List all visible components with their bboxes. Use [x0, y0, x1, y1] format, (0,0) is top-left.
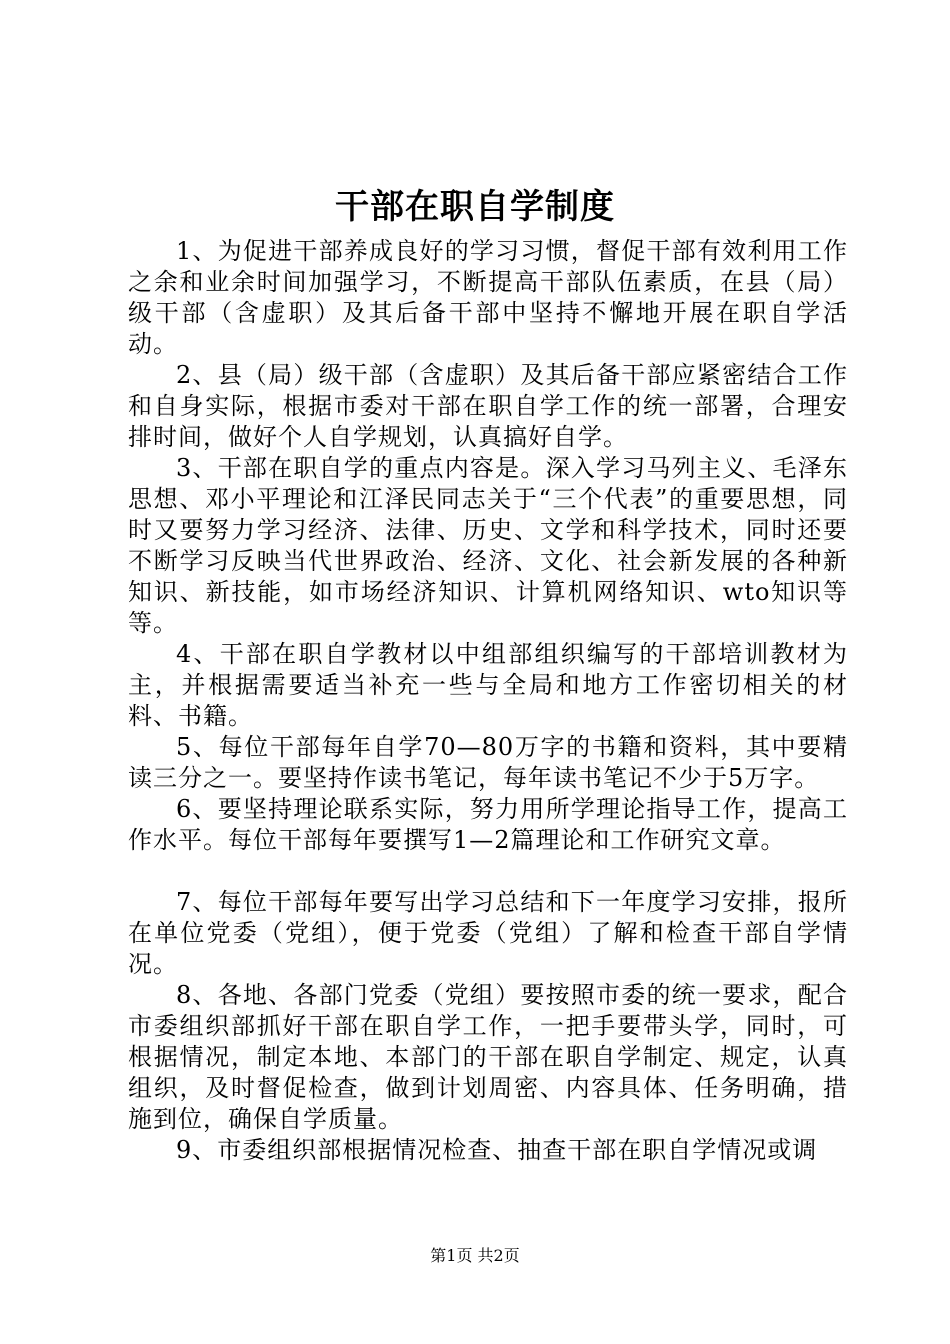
paragraph-9: 9、市委组织部根据情况检查、抽查干部在职自学情况或调 [176, 1136, 818, 1164]
document-title: 干部在职自学制度 [335, 187, 615, 227]
paragraph-6: 6、要坚持理论联系实际，努力用所学理论指导工作，提高工作水平。每位干部每年要撰写1—2篇理论和工作研究文章。 [128, 795, 848, 854]
document-body [128, 236, 848, 1166]
paragraph-7: 7、每位干部每年要写出学习总结和下一年度学习安排，报所在单位党委（党组），便于党委（党组）了解和检查干部自学情况。 [128, 888, 848, 978]
page-footer: 第1页 共2页 [430, 1246, 520, 1265]
paragraph-1: 1、为促进干部养成良好的学习习惯，督促干部有效利用工作之余和业余时间加强学习，不断提高干部队伍素质，在县（局）级干部（含虚职）及其后备干部中坚持不懈地开展在职自学活动。 [128, 237, 848, 358]
paragraph-4: 4、干部在职自学教材以中组部组织编写的干部培训教材为主，并根据需要适当补充一些与全局和地方工作密切相关的材料、书籍。 [128, 640, 848, 730]
paragraph-5: 5、每位干部每年自学70—80万字的书籍和资料，其中要精读三分之一。要坚持作读书笔记，每年读书笔记不少于5万字。 [128, 733, 848, 792]
paragraph-2: 2、县（局）级干部（含虚职）及其后备干部应紧密结合工作和自身实际，根据市委对干部在职自学工作的统一部署，合理安排时间，做好个人自学规划，认真搞好自学。 [128, 361, 848, 451]
paragraph-8: 8、各地、各部门党委（党组）要按照市委的统一要求，配合市委组织部抓好干部在职自学工作，一把手要带头学，同时，可根据情况，制定本地、本部门的干部在职自学制定、规定，认真组织，及时督促检查，做到计划周密、内容具体、任务明确，措施到位，确保自学质量。 [128, 981, 848, 1133]
paragraph-3: 3、干部在职自学的重点内容是。深入学习马列主义、毛泽东思想、邓小平理论和江泽民同志关于“三个代表”的重要思想，同时又要努力学习经济、法律、历史、文学和科学技术，同时还要不断学习反映当代世界政治、经济、文化、社会新发展的各种新知识、新技能，如市场经济知识、计算机网络知识、wto知识等等。 [128, 454, 848, 637]
